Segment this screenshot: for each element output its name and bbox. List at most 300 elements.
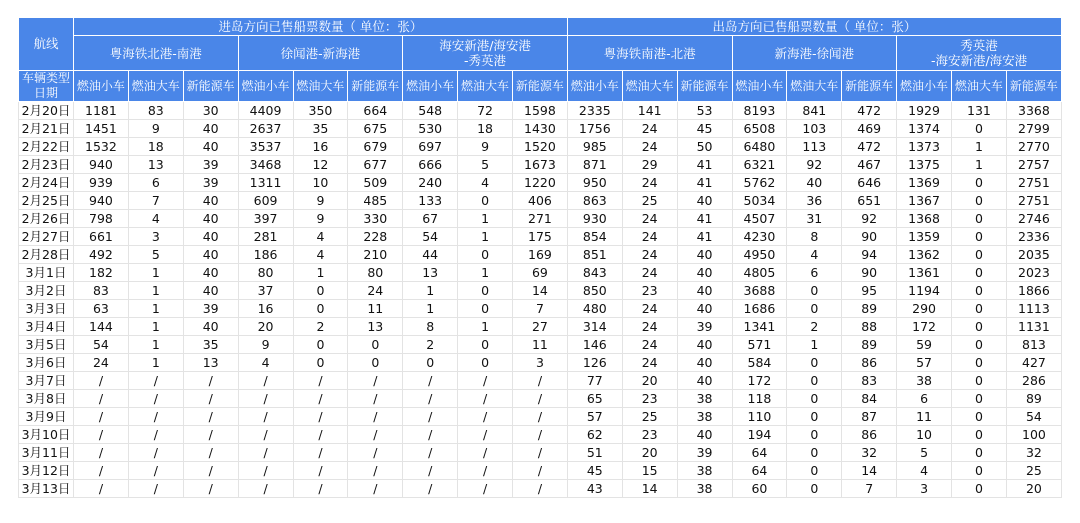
value-cell: 80: [348, 264, 403, 282]
value-cell: 10: [293, 174, 348, 192]
value-cell: 697: [403, 138, 458, 156]
value-cell: 3688: [732, 282, 787, 300]
value-cell: /: [293, 462, 348, 480]
value-cell: 850: [567, 282, 622, 300]
value-cell: 13: [403, 264, 458, 282]
route-label-line: -海安新港/海安港: [930, 53, 1028, 68]
outbound-title: 出岛方向已售船票数量（ 单位：张）: [567, 18, 1061, 36]
value-cell: 0: [787, 408, 842, 426]
value-cell: /: [458, 480, 513, 498]
table-row: [19, 156, 1062, 174]
value-cell: 24: [622, 336, 677, 354]
value-cell: /: [458, 372, 513, 390]
value-cell: 6480: [732, 138, 787, 156]
value-cell: 13: [128, 156, 183, 174]
value-cell: 1375: [897, 156, 952, 174]
value-cell: 0: [787, 372, 842, 390]
value-cell: 1756: [567, 120, 622, 138]
value-cell: /: [458, 390, 513, 408]
date-cell: 3月8日: [19, 390, 74, 408]
value-cell: 8193: [732, 102, 787, 120]
value-cell: 90: [842, 264, 897, 282]
value-cell: 0: [787, 480, 842, 498]
date-cell: 2月28日: [19, 246, 74, 264]
value-cell: /: [183, 390, 238, 408]
value-cell: 5: [458, 156, 513, 174]
value-cell: 1194: [897, 282, 952, 300]
value-cell: 0: [458, 336, 513, 354]
value-cell: 45: [567, 462, 622, 480]
value-cell: /: [74, 444, 129, 462]
value-cell: 194: [732, 426, 787, 444]
value-cell: 1430: [513, 120, 568, 138]
date-cell: 3月12日: [19, 462, 74, 480]
value-cell: /: [348, 390, 403, 408]
value-cell: 89: [1006, 390, 1061, 408]
value-cell: 1532: [74, 138, 129, 156]
value-cell: /: [403, 390, 458, 408]
value-cell: 228: [348, 228, 403, 246]
value-cell: /: [74, 372, 129, 390]
value-cell: 1686: [732, 300, 787, 318]
value-cell: 3368: [1006, 102, 1061, 120]
value-cell: 0: [458, 246, 513, 264]
value-cell: 9: [293, 210, 348, 228]
value-cell: 1: [128, 318, 183, 336]
vehicle-type-header: 燃油小车: [74, 71, 129, 102]
value-cell: 985: [567, 138, 622, 156]
value-cell: /: [293, 444, 348, 462]
value-cell: 609: [238, 192, 293, 210]
value-cell: 172: [897, 318, 952, 336]
value-cell: 4: [293, 246, 348, 264]
value-cell: 0: [787, 282, 842, 300]
vehicle-type-header: 燃油大车: [128, 71, 183, 102]
value-cell: 169: [513, 246, 568, 264]
table-row: [19, 174, 1062, 192]
value-cell: 2: [293, 318, 348, 336]
value-cell: 40: [677, 426, 732, 444]
value-cell: 9: [238, 336, 293, 354]
date-cell: 3月3日: [19, 300, 74, 318]
value-cell: 16: [238, 300, 293, 318]
value-cell: 0: [952, 408, 1007, 426]
value-cell: 290: [897, 300, 952, 318]
value-cell: 480: [567, 300, 622, 318]
value-cell: 1866: [1006, 282, 1061, 300]
value-cell: 62: [567, 426, 622, 444]
value-cell: 41: [677, 228, 732, 246]
value-cell: 314: [567, 318, 622, 336]
value-cell: 7: [513, 300, 568, 318]
table-row: [19, 192, 1062, 210]
value-cell: 86: [842, 426, 897, 444]
value-cell: 3468: [238, 156, 293, 174]
value-cell: 1362: [897, 246, 952, 264]
value-cell: 95: [842, 282, 897, 300]
vehicle-type-header: 燃油小车: [238, 71, 293, 102]
date-cell: 2月25日: [19, 192, 74, 210]
value-cell: /: [183, 462, 238, 480]
route-label-line: 新海港-徐闻港: [774, 45, 855, 61]
value-cell: 472: [842, 138, 897, 156]
outbound-route-2: [897, 36, 1062, 71]
value-cell: 40: [677, 264, 732, 282]
table-row: [19, 336, 1062, 354]
value-cell: 4230: [732, 228, 787, 246]
value-cell: 0: [952, 480, 1007, 498]
value-cell: 10: [897, 426, 952, 444]
value-cell: 2799: [1006, 120, 1061, 138]
value-cell: /: [183, 426, 238, 444]
date-cell: 2月20日: [19, 102, 74, 120]
value-cell: 20: [238, 318, 293, 336]
value-cell: 38: [897, 372, 952, 390]
value-cell: 930: [567, 210, 622, 228]
table-row: [19, 444, 1062, 462]
value-cell: 6: [787, 264, 842, 282]
vehicle-type-header: 燃油大车: [622, 71, 677, 102]
value-cell: 677: [348, 156, 403, 174]
value-cell: 1: [952, 156, 1007, 174]
value-cell: 1: [128, 264, 183, 282]
value-cell: 24: [622, 174, 677, 192]
value-cell: 5: [128, 246, 183, 264]
value-cell: 113: [787, 138, 842, 156]
value-cell: 863: [567, 192, 622, 210]
value-cell: /: [513, 462, 568, 480]
date-cell: 3月6日: [19, 354, 74, 372]
value-cell: 133: [403, 192, 458, 210]
value-cell: 24: [622, 318, 677, 336]
value-cell: 8: [787, 228, 842, 246]
vehicle-date-header: [19, 71, 74, 102]
vehicle-type-label: 车辆类型: [21, 71, 70, 85]
value-cell: 23: [622, 426, 677, 444]
value-cell: 5762: [732, 174, 787, 192]
value-cell: 14: [622, 480, 677, 498]
value-cell: 843: [567, 264, 622, 282]
value-cell: 39: [183, 174, 238, 192]
value-cell: 100: [1006, 426, 1061, 444]
value-cell: 20: [1006, 480, 1061, 498]
value-cell: 40: [183, 138, 238, 156]
value-cell: 27: [513, 318, 568, 336]
value-cell: 2751: [1006, 174, 1061, 192]
value-cell: 0: [952, 372, 1007, 390]
value-cell: 6321: [732, 156, 787, 174]
value-cell: /: [238, 408, 293, 426]
value-cell: 40: [183, 192, 238, 210]
value-cell: 37: [238, 282, 293, 300]
value-cell: 35: [183, 336, 238, 354]
vehicle-type-header: 新能源车: [677, 71, 732, 102]
vehicle-type-header: 新能源车: [1006, 71, 1061, 102]
value-cell: 40: [677, 372, 732, 390]
value-cell: 65: [567, 390, 622, 408]
value-cell: 83: [74, 282, 129, 300]
vehicle-type-header: 燃油大车: [787, 71, 842, 102]
value-cell: /: [238, 480, 293, 498]
value-cell: 271: [513, 210, 568, 228]
value-cell: 92: [787, 156, 842, 174]
value-cell: /: [403, 462, 458, 480]
value-cell: 40: [183, 282, 238, 300]
value-cell: 1341: [732, 318, 787, 336]
value-cell: /: [183, 480, 238, 498]
value-cell: 15: [622, 462, 677, 480]
date-cell: 2月22日: [19, 138, 74, 156]
value-cell: 1220: [513, 174, 568, 192]
value-cell: 350: [293, 102, 348, 120]
value-cell: /: [74, 390, 129, 408]
value-cell: 4: [897, 462, 952, 480]
value-cell: 1: [458, 228, 513, 246]
date-cell: 2月24日: [19, 174, 74, 192]
table-row: [19, 102, 1062, 120]
value-cell: 4805: [732, 264, 787, 282]
route-label-line: 粤海铁北港-南港: [109, 45, 202, 61]
value-cell: 40: [787, 174, 842, 192]
route-header: 航线: [19, 18, 74, 71]
value-cell: 1: [293, 264, 348, 282]
value-cell: 813: [1006, 336, 1061, 354]
value-cell: 4409: [238, 102, 293, 120]
value-cell: 469: [842, 120, 897, 138]
table-row: [19, 228, 1062, 246]
value-cell: 0: [348, 354, 403, 372]
value-cell: 0: [787, 444, 842, 462]
value-cell: 2637: [238, 120, 293, 138]
value-cell: 18: [458, 120, 513, 138]
value-cell: 39: [677, 318, 732, 336]
value-cell: 1929: [897, 102, 952, 120]
inbound-title: 进岛方向已售船票数量（ 单位：张）: [74, 18, 568, 36]
value-cell: 0: [787, 390, 842, 408]
value-cell: 24: [348, 282, 403, 300]
value-cell: 20: [622, 372, 677, 390]
value-cell: 509: [348, 174, 403, 192]
value-cell: 9: [293, 192, 348, 210]
value-cell: 2023: [1006, 264, 1061, 282]
value-cell: 4: [238, 354, 293, 372]
value-cell: 186: [238, 246, 293, 264]
value-cell: 1181: [74, 102, 129, 120]
date-cell: 3月13日: [19, 480, 74, 498]
value-cell: 0: [952, 174, 1007, 192]
value-cell: 36: [787, 192, 842, 210]
value-cell: 3: [128, 228, 183, 246]
value-cell: /: [128, 462, 183, 480]
value-cell: 0: [293, 300, 348, 318]
value-cell: 0: [952, 264, 1007, 282]
value-cell: 182: [74, 264, 129, 282]
route-label-line: 粤海铁南港-北港: [603, 45, 696, 61]
route-label-line: -秀英港: [464, 53, 507, 68]
value-cell: 9: [128, 120, 183, 138]
value-cell: /: [293, 372, 348, 390]
value-cell: /: [403, 444, 458, 462]
value-cell: 1: [128, 354, 183, 372]
value-cell: /: [348, 372, 403, 390]
value-cell: 666: [403, 156, 458, 174]
value-cell: 0: [952, 336, 1007, 354]
value-cell: /: [513, 408, 568, 426]
value-cell: 406: [513, 192, 568, 210]
value-cell: 0: [403, 354, 458, 372]
ticket-sales-table-container: [18, 17, 1062, 498]
value-cell: /: [293, 480, 348, 498]
value-cell: 141: [622, 102, 677, 120]
value-cell: 92: [842, 210, 897, 228]
value-cell: /: [458, 426, 513, 444]
value-cell: 32: [842, 444, 897, 462]
vehicle-type-header: 燃油小车: [567, 71, 622, 102]
value-cell: /: [348, 462, 403, 480]
value-cell: /: [513, 480, 568, 498]
value-cell: 43: [567, 480, 622, 498]
vehicle-type-header: 新能源车: [348, 71, 403, 102]
value-cell: 1367: [897, 192, 952, 210]
outbound-route-0: [567, 36, 732, 71]
value-cell: 0: [952, 390, 1007, 408]
value-cell: 4: [293, 228, 348, 246]
value-cell: 679: [348, 138, 403, 156]
value-cell: 16: [293, 138, 348, 156]
value-cell: 131: [952, 102, 1007, 120]
value-cell: 0: [458, 192, 513, 210]
value-cell: 25: [1006, 462, 1061, 480]
value-cell: 7: [128, 192, 183, 210]
value-cell: 2335: [567, 102, 622, 120]
value-cell: 571: [732, 336, 787, 354]
value-cell: 3: [513, 354, 568, 372]
value-cell: 83: [128, 102, 183, 120]
value-cell: 0: [458, 282, 513, 300]
value-cell: 24: [622, 228, 677, 246]
value-cell: 38: [677, 390, 732, 408]
value-cell: /: [238, 390, 293, 408]
value-cell: 0: [293, 336, 348, 354]
value-cell: 0: [787, 354, 842, 372]
table-row: [19, 282, 1062, 300]
value-cell: /: [238, 444, 293, 462]
table-row: [19, 120, 1062, 138]
value-cell: 2751: [1006, 192, 1061, 210]
value-cell: 59: [897, 336, 952, 354]
value-cell: 1368: [897, 210, 952, 228]
value-cell: 24: [622, 138, 677, 156]
value-cell: 1373: [897, 138, 952, 156]
value-cell: 40: [677, 282, 732, 300]
value-cell: 14: [842, 462, 897, 480]
value-cell: 492: [74, 246, 129, 264]
value-cell: 6508: [732, 120, 787, 138]
date-cell: 3月4日: [19, 318, 74, 336]
value-cell: 54: [74, 336, 129, 354]
date-cell: 3月9日: [19, 408, 74, 426]
date-cell: 3月11日: [19, 444, 74, 462]
value-cell: /: [513, 444, 568, 462]
value-cell: /: [183, 444, 238, 462]
value-cell: 40: [183, 246, 238, 264]
value-cell: 1: [128, 336, 183, 354]
value-cell: /: [238, 462, 293, 480]
table-row: [19, 408, 1062, 426]
value-cell: 651: [842, 192, 897, 210]
inbound-route-0: [74, 36, 239, 71]
value-cell: /: [403, 408, 458, 426]
value-cell: /: [74, 480, 129, 498]
value-cell: 0: [952, 444, 1007, 462]
value-cell: 1359: [897, 228, 952, 246]
value-cell: 8: [403, 318, 458, 336]
date-cell: 3月1日: [19, 264, 74, 282]
value-cell: 664: [348, 102, 403, 120]
value-cell: /: [458, 444, 513, 462]
value-cell: /: [403, 480, 458, 498]
value-cell: 5: [897, 444, 952, 462]
value-cell: 146: [567, 336, 622, 354]
value-cell: 80: [238, 264, 293, 282]
value-cell: 1131: [1006, 318, 1061, 336]
value-cell: 4: [458, 174, 513, 192]
route-label-line: 海安新港/海安港: [439, 38, 531, 53]
value-cell: 2336: [1006, 228, 1061, 246]
value-cell: 89: [842, 300, 897, 318]
value-cell: 11: [348, 300, 403, 318]
value-cell: 40: [677, 300, 732, 318]
vehicle-type-header: 燃油大车: [458, 71, 513, 102]
date-cell: 2月21日: [19, 120, 74, 138]
value-cell: /: [128, 372, 183, 390]
value-cell: 83: [842, 372, 897, 390]
value-cell: 39: [183, 300, 238, 318]
value-cell: 0: [787, 300, 842, 318]
value-cell: 1: [952, 138, 1007, 156]
inbound-route-2: [403, 36, 568, 71]
date-cell: 2月26日: [19, 210, 74, 228]
value-cell: /: [293, 426, 348, 444]
value-cell: /: [128, 480, 183, 498]
value-cell: 0: [293, 354, 348, 372]
value-cell: 4: [128, 210, 183, 228]
value-cell: 39: [677, 444, 732, 462]
value-cell: 281: [238, 228, 293, 246]
value-cell: 90: [842, 228, 897, 246]
value-cell: 40: [677, 192, 732, 210]
value-cell: 50: [677, 138, 732, 156]
date-label: 日期: [33, 86, 58, 100]
value-cell: 675: [348, 120, 403, 138]
table-row: [19, 210, 1062, 228]
value-cell: 240: [403, 174, 458, 192]
value-cell: 0: [952, 228, 1007, 246]
value-cell: 40: [183, 318, 238, 336]
table-row: [19, 462, 1062, 480]
value-cell: /: [74, 408, 129, 426]
value-cell: 13: [348, 318, 403, 336]
value-cell: 45: [677, 120, 732, 138]
value-cell: 38: [677, 462, 732, 480]
value-cell: 25: [622, 408, 677, 426]
value-cell: 1: [458, 210, 513, 228]
value-cell: 54: [1006, 408, 1061, 426]
value-cell: 1: [128, 300, 183, 318]
value-cell: 1: [458, 318, 513, 336]
value-cell: 103: [787, 120, 842, 138]
value-cell: 126: [567, 354, 622, 372]
